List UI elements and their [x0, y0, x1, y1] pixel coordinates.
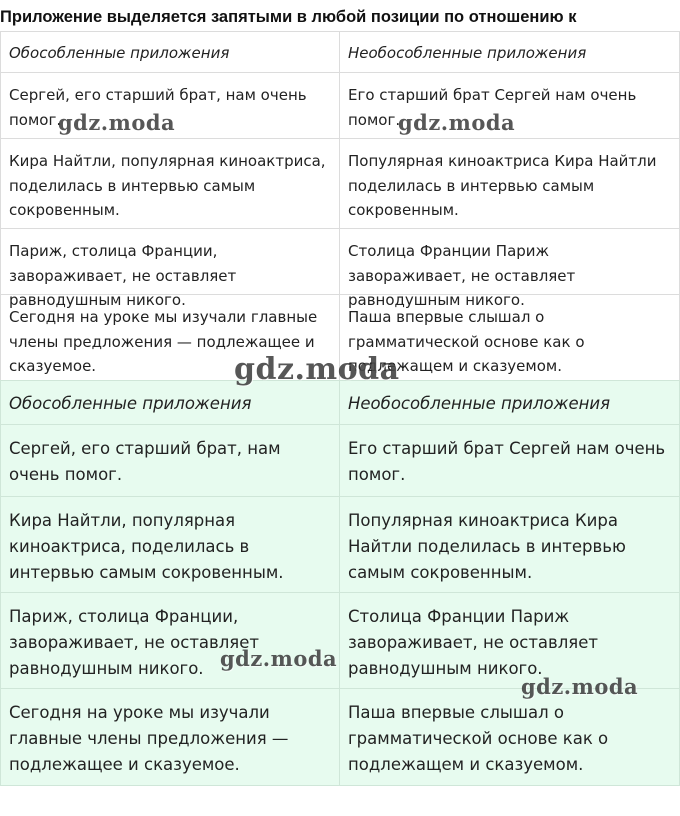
table-row: [1, 139, 680, 229]
example-non-separated: Его старший брат Сергей нам очень помог.: [348, 86, 637, 129]
table-cell: [1, 425, 340, 497]
table-cell: [340, 425, 680, 497]
table-cell: [1, 497, 340, 593]
example-separated: Сегодня на уроке мы изучали главные члены предложения — подлежащее и сказуемое.: [9, 703, 289, 774]
watermark: gdz.moda: [521, 674, 639, 699]
example-separated: Париж, столица Франции, завораживает, не оставляет равнодушным никого.: [9, 242, 237, 309]
table-cell: [1, 593, 340, 689]
table-header-cell: [340, 381, 680, 425]
example-non-separated: Паша впервые слышал о грамматической основе как о подлежащем и сказуемом.: [348, 703, 609, 774]
table-cell: [340, 229, 680, 309]
table-row: [1, 689, 680, 786]
table-cell: [340, 689, 680, 786]
appositives-table-2: [0, 380, 680, 786]
table-row: [1, 425, 680, 497]
appositives-table-1: [0, 31, 680, 387]
table-cell: [1, 229, 340, 309]
table-cell: [1, 689, 340, 786]
table-header-cell: [1, 381, 340, 425]
table-cell: [340, 139, 680, 229]
example-separated: Кира Найтли, популярная киноактриса, поделилась в интервью самым сокровенным.: [9, 511, 284, 582]
table-row: [1, 229, 680, 295]
example-separated: Париж, столица Франции, завораживает, не оставляет равнодушным никого.: [9, 607, 259, 678]
example-non-separated: Паша впервые слышал о грамматической основе как о подлежащем и сказуемом.: [348, 308, 585, 375]
table-cell: [1, 139, 340, 229]
example-separated: Кира Найтли, популярная киноактриса, поделилась в интервью самым сокровенным.: [9, 152, 326, 219]
example-separated: Сергей, его старший брат, нам очень помог.: [9, 439, 281, 484]
header-non-separated: Необособленные приложения: [348, 44, 587, 62]
watermark: gdz.moda: [58, 110, 176, 135]
example-non-separated: Столица Франции Париж завораживает, не оставляет равнодушным никого.: [348, 607, 598, 678]
watermark: gdz.moda: [398, 110, 516, 135]
header-separated: Обособленные приложения: [9, 394, 252, 413]
watermark: gdz.moda: [220, 646, 338, 671]
page-heading: Приложение выделяется запятыми в любой позиции по отношению к: [0, 8, 577, 26]
watermark: gdz.moda: [234, 352, 400, 387]
example-non-separated: Столица Франции Париж завораживает, не оставляет равнодушным никого.: [348, 242, 576, 309]
header-non-separated: Необособленные приложения: [348, 394, 611, 413]
table-cell: [340, 497, 680, 593]
table-header-row: [1, 32, 680, 73]
table-header-row: [1, 381, 680, 425]
example-non-separated: Его старший брат Сергей нам очень помог.: [348, 439, 666, 484]
table-header-cell: [1, 32, 340, 73]
table-header-cell: [340, 32, 680, 73]
example-non-separated: Популярная киноактриса Кира Найтли поделилась в интервью самым сокровенным.: [348, 152, 657, 219]
example-separated: Сегодня на уроке мы изучали главные члены предложения — подлежащее и сказуемое.: [9, 308, 318, 375]
example-separated: Сергей, его старший брат, нам очень помог.: [9, 86, 307, 129]
header-separated: Обособленные приложения: [9, 44, 230, 62]
example-non-separated: Популярная киноактриса Кира Найтли поделилась в интервью самым сокровенным.: [348, 511, 626, 582]
table-row: [1, 497, 680, 593]
